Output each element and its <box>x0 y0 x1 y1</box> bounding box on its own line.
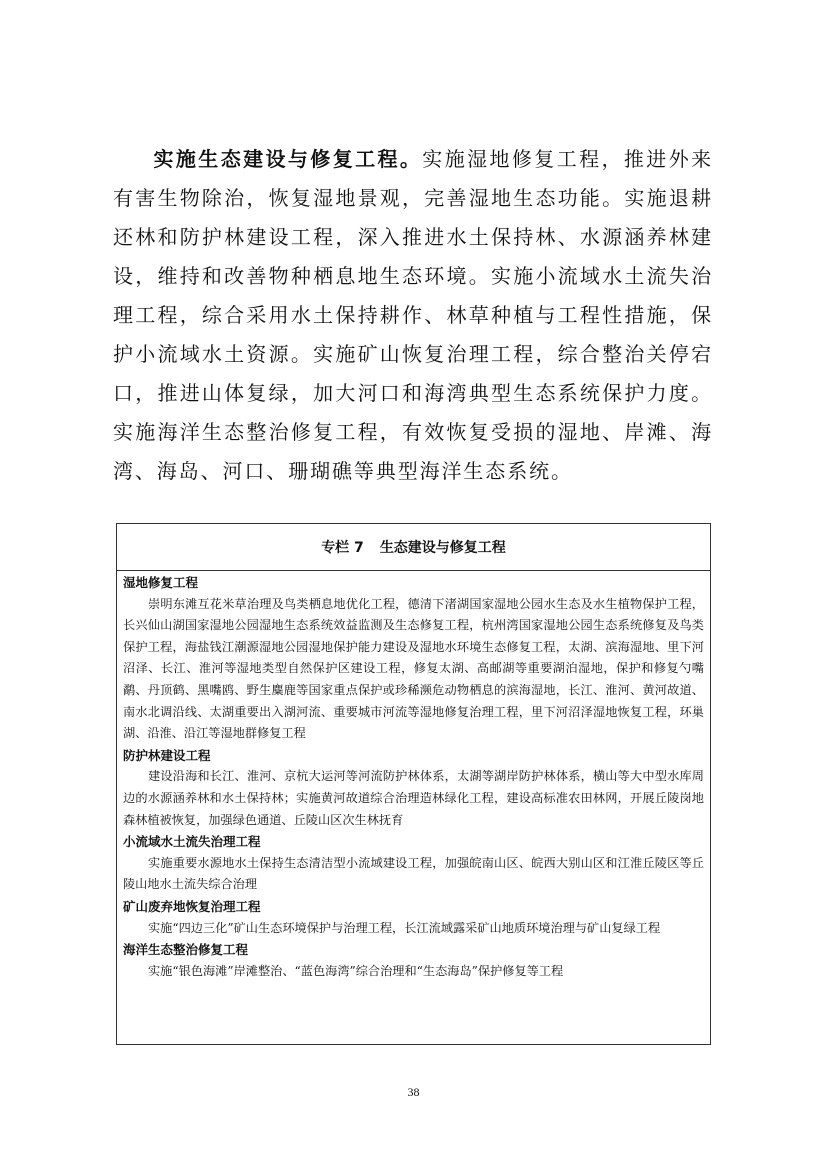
page-number: 38 <box>407 1085 420 1099</box>
section-heading-mine-restoration: 矿山废弃地恢复治理工程 <box>123 898 261 914</box>
feature-box-column-7 <box>116 523 711 1045</box>
section-heading-shelterbelt: 防护林建设工程 <box>123 747 211 763</box>
body-paragraph <box>113 140 713 491</box>
section-heading-marine-restoration: 海洋生态整治修复工程 <box>123 942 249 958</box>
section-heading-wetland: 湿地修复工程 <box>123 575 199 590</box>
section-text-soil-erosion: 实施重要水源地水土保持生态清洁型小流域建设工程，加强皖南山区、皖西大别山区和江淮丘陵区等丘陵山地水土流失综合治理 <box>123 855 704 892</box>
feature-box-label: 专栏 7 <box>321 540 364 556</box>
section-text-marine-restoration: 实施“银色海滩”岸滩整治、“蓝色海湾”综合治理和“生态海岛”保护修复等工程 <box>148 963 564 978</box>
section-text-shelterbelt: 建设沿海和长江、淮河、京杭大运河等河流防护林体系，太湖等湖岸防护林体系，横山等大中型水库周边的水源涵养林和水土保持林；实施黄河故道综合治理造林绿化工程，建设高标准农田林网，开展丘陵岗地森林植被恢复，加强绿色通道、丘陵山区次生林抚育 <box>123 769 704 827</box>
feature-box-body <box>117 571 710 982</box>
section-text-mine-restoration: 实施“四边三化”矿山生态环境保护与治理工程，长江流域露采矿山地质环境治理与矿山复绿工程 <box>148 920 661 935</box>
feature-box-title <box>117 524 710 571</box>
section-text-wetland: 崇明东滩互花米草治理及鸟类栖息地优化工程，德清下渚湖国家湿地公园水生态及水生植物保护工程，长兴仙山湖国家湿地公园湿地生态系统效益监测及生态修复工程，杭州湾国家湿地公园生态系统修复及鸟类保护工程，海盐钱江潮源湿地公园湿地保护能力建设及湿地水环境生态修复工程，太湖、滨海湿地、里下河沼泽、长江、淮河等湿地类型自然保护区建设工程，修复太湖、高邮湖等重要湖泊湿地，保护和修复勺嘴鹬、丹顶鹤、黑嘴鸥、野生麋鹿等国家重点保护或珍稀濒危动物栖息的滨海湿地，长江、淮河、黄河故道、南水北调沿线、太湖重要出入湖河流、重要城市河流等湿地修复治理工程，里下河沼泽湿地恢复工程，环巢湖、沿淮、沿江等湿地群修复工程 <box>123 596 704 741</box>
paragraph-lead-heading: 实施生态建设与修复工程。 <box>153 147 423 171</box>
paragraph-text: 实施湿地修复工程，推进外来有害生物除治，恢复湿地景观，完善湿地生态功能。实施退耕还林和防护林建设工程，深入推进水土保持林、水源涵养林建设，维持和改善物种栖息地生态环境。实施小流域水土流失治理工程，综合采用水土保持耕作、林草种植与工程性措施，保护小流域水土资源。实施矿山恢复治理工程，综合整治关停宕口，推进山体复绿，加大河口和海湾典型生态系统保护力度。实施海洋生态整治修复工程，有效恢复受损的湿地、岸滩、海湾、海岛、河口、珊瑚礁等典型海洋生态系统。 <box>113 147 713 483</box>
feature-box-title-text: 生态建设与修复工程 <box>379 540 506 556</box>
section-heading-soil-erosion: 小流域水土流失治理工程 <box>123 834 261 850</box>
